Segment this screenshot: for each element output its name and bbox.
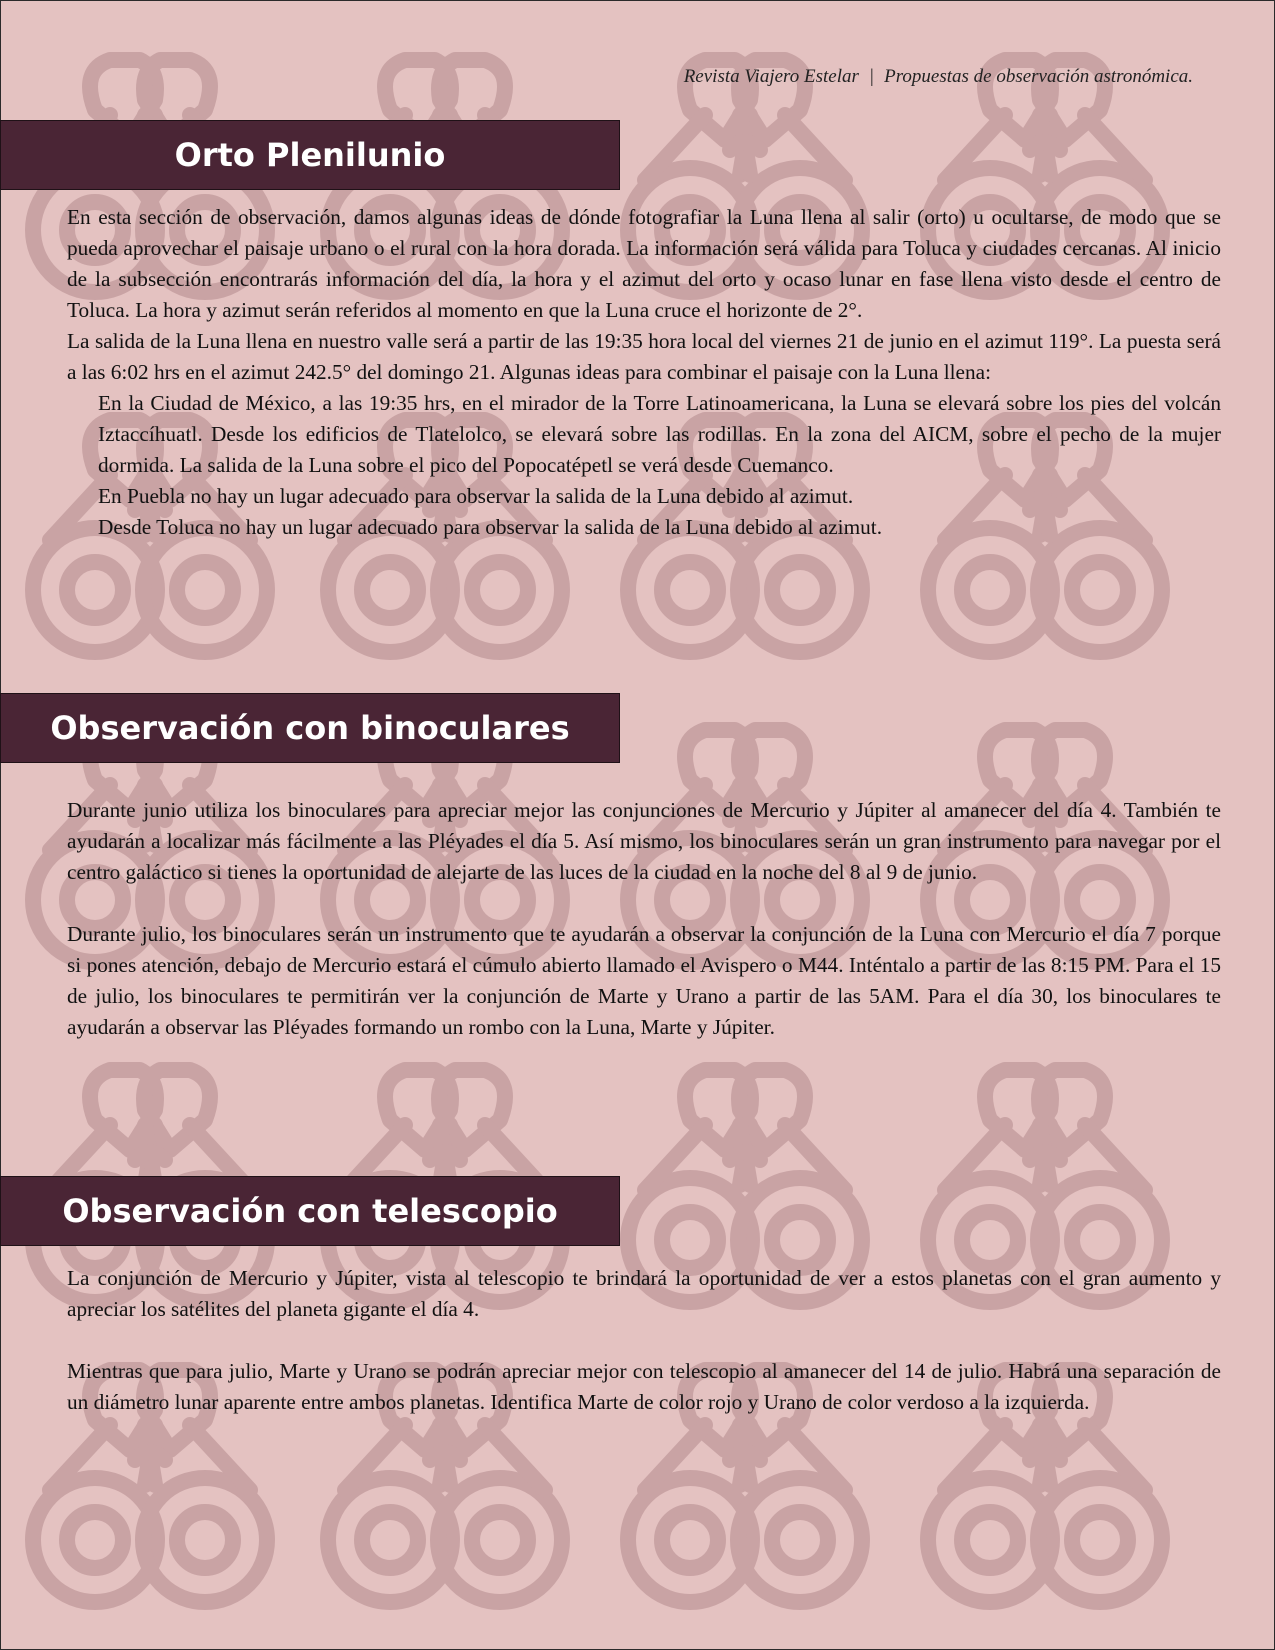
section-banner-binoculares [0,693,620,763]
section-banner-orto [0,120,620,190]
section-body-binoculares [67,795,1221,1043]
section-title: Observación con telescopio [62,1192,558,1230]
list-item: En la Ciudad de México, a las 19:35 hrs, en el mirador de la Torre Latinoamericana, la Luna se elevará sobre los pies del volcán Iztaccíhuatl. Desde los edificios de Tlatelolco, se elevará sobre las rodillas. En la zona del AICM, sobre el pecho de la mujer dormida. La salida de la Luna sobre el pico del Popocatépetl se verá desde Cuemanco. [98,391,1221,477]
paragraph: Mientras que para julio, Marte y Urano se podrán apreciar mejor con telescopio al amanecer del 14 de julio. Habrá una separación de un diámetro lunar aparente entre ambos planetas. Identifica Marte de color rojo y Urano de color verdoso a la izquierda. [67,1359,1221,1414]
section-title: Orto Plenilunio [174,136,446,174]
paragraph: Durante julio, los binoculares serán un instrumento que te ayudarán a observar la conjunción de la Luna con Mercurio el día 7 porque si pones atención, debajo de Mercurio estará el cúmulo abierto llamado el Avispero o M44. Inténtalo a partir de las 8:15 PM. Para el 15 de julio, los binoculares te permitirán ver la conjunción de Marte y Urano a partir de las 5AM. Para el día 30, los binoculares te ayudarán a observar las Pléyades formando un rombo con la Luna, Marte y Júpiter. [67,922,1221,1039]
paragraph: Durante junio utiliza los binoculares para apreciar mejor las conjunciones de Mercurio y Júpiter al amanecer del día 4. También te ayudarán a localizar más fácilmente a las Pléyades el día 5. Así mismo, los binoculares serán un gran instrumento para navegar por el centro galáctico si tienes la oportunidad de alejarte de las luces de la ciudad en la noche del 8 al 9 de junio. [67,798,1221,884]
section-banner-telescopio [0,1176,620,1246]
location-list [67,388,1221,543]
list-item: En Puebla no hay un lugar adecuado para observar la salida de la Luna debido al azimut. [98,484,854,508]
paragraph: La conjunción de Mercurio y Júpiter, vista al telescopio te brindará la oportunidad de ver a estos planetas con el gran aumento y apreciar los satélites del planeta gigante el día 4. [67,1266,1221,1321]
section-body-telescopio [67,1263,1221,1418]
running-header [684,66,1193,88]
magazine-name: Revista Viajero Estelar [683,66,859,87]
section-title: Observación con binoculares [50,709,570,747]
header-subtitle: Propuestas de observación astronómica. [884,66,1193,87]
section-body-orto [67,202,1221,543]
list-item: Desde Toluca no hay un lugar adecuado para observar la salida de la Luna debido al azimut. [98,515,883,539]
header-separator: | [868,66,875,87]
paragraph: En esta sección de observación, damos algunas ideas de dónde fotografiar la Luna llena al salir (orto) u ocultarse, de modo que se pueda aprovechar el paisaje urbano o el rural con la hora dorada. La información será válida para Toluca y ciudades cercanas. Al inicio de la subsección encontrarás información del día, la hora y el azimut del orto y ocaso lunar en fase llena visto desde el centro de Toluca. La hora y azimut serán referidos al momento en que la Luna cruce el horizonte de 2°. [67,205,1221,322]
paragraph: La salida de la Luna llena en nuestro valle será a partir de las 19:35 hora local del viernes 21 de junio en el azimut 119°. La puesta será a las 6:02 hrs en el azimut 242.5° del domingo 21. Algunas ideas para combinar el paisaje con la Luna llena: [67,329,1221,384]
